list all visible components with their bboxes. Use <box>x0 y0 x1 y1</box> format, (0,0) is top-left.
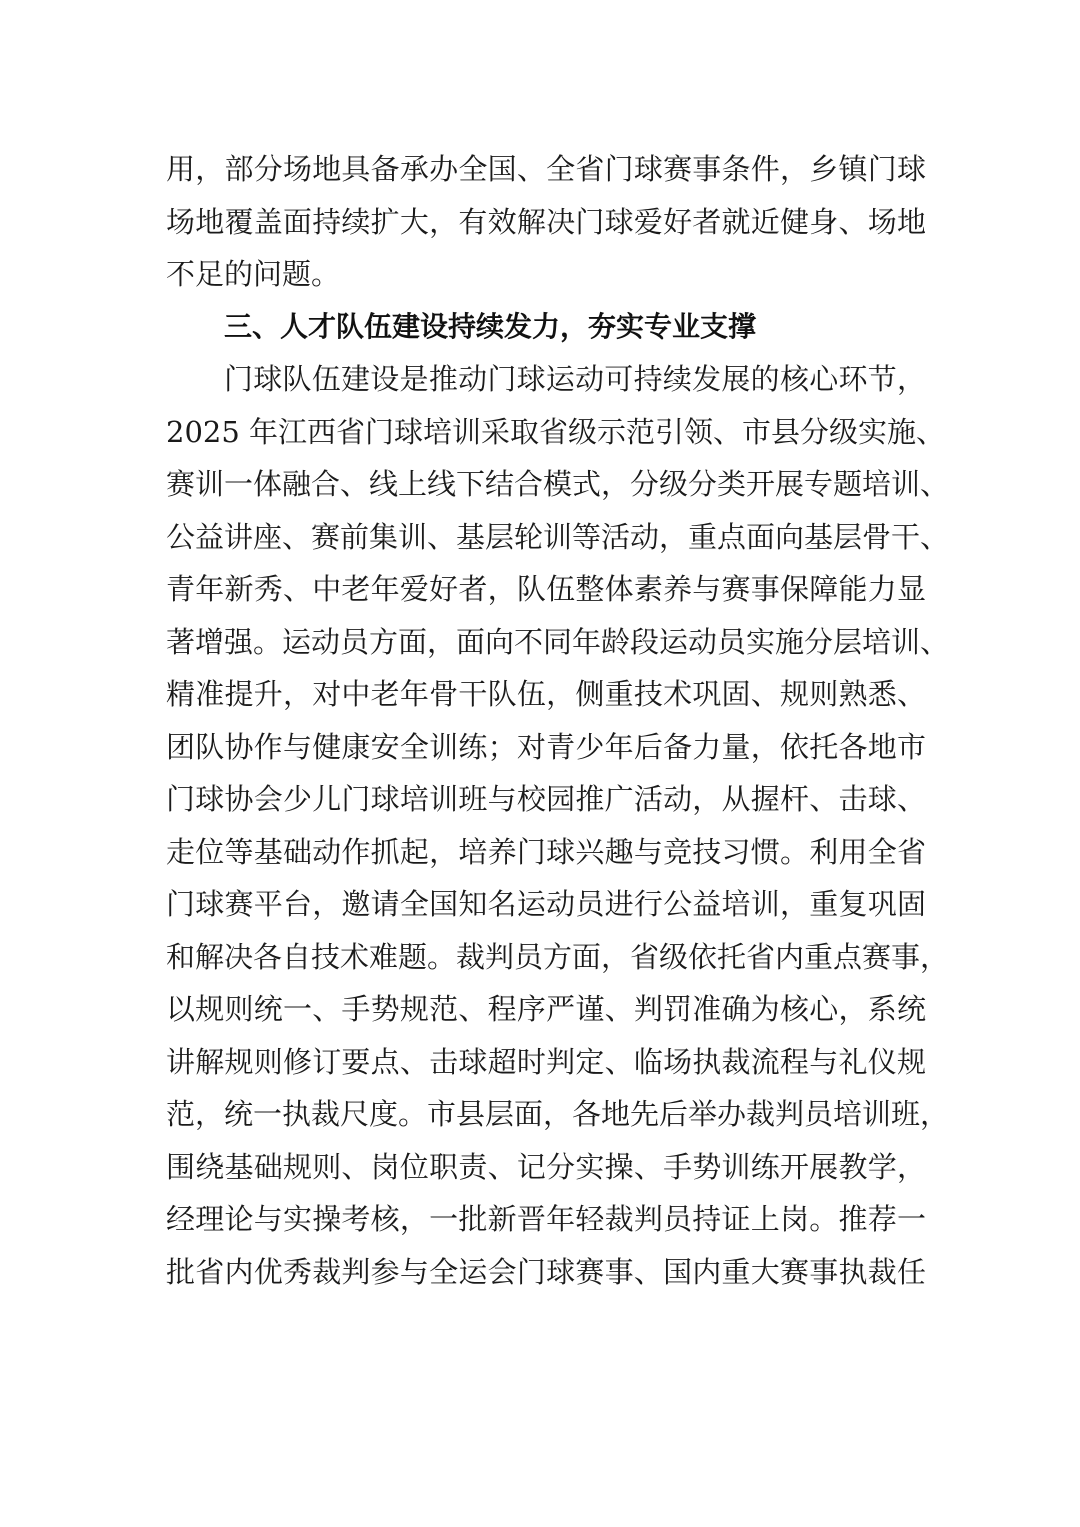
text-line: 著增强。运动员方面，面向不同年龄段运动员实施分层培训、 <box>166 624 950 659</box>
text-line: 场地覆盖面持续扩大，有效解决门球爱好者就近健身、场地 <box>166 204 926 239</box>
text-line: 范，统一执裁尺度。市县层面，各地先后举办裁判员培训班， <box>166 1097 950 1131</box>
text-line: 门球赛平台，邀请全国知名运动员进行公益培训，重复巩固 <box>166 887 926 921</box>
text-line: 和解决各自技术难题。裁判员方面，省级依托省内重点赛事， <box>166 939 950 974</box>
text-line: 赛训一体融合、线上线下结合模式，分级分类开展专题培训、 <box>166 467 950 501</box>
document-body <box>166 143 950 1298</box>
text-line: 门球协会少儿门球培训班与校园推广活动，从握杆、击球、 <box>166 782 926 816</box>
text-line: 以规则统一、手势规范、程序严谨、判罚准确为核心，系统 <box>166 992 926 1026</box>
text-line: 经理论与实操考核，一批新晋年轻裁判员持证上岗。推荐一 <box>166 1202 926 1236</box>
text-line: 围绕基础规则、岗位职责、记分实操、手势训练开展教学， <box>166 1149 926 1184</box>
text-line: 用，部分场地具备承办全国、全省门球赛事条件，乡镇门球 <box>166 152 926 186</box>
text-line: 走位等基础动作抓起，培养门球兴趣与竞技习惯。利用全省 <box>166 834 926 869</box>
text-line: 团队协作与健康安全训练；对青少年后备力量，依托各地市 <box>166 729 926 764</box>
text-line: 不足的问题。 <box>166 257 341 291</box>
text-line: 讲解规则修订要点、击球超时判定、临场执裁流程与礼仪规 <box>166 1044 926 1079</box>
section-heading: 三、人才队伍建设持续发力，夯实专业支撑 <box>224 309 757 343</box>
text-line: 青年新秀、中老年爱好者，队伍整体素养与赛事保障能力显 <box>166 572 926 606</box>
paragraph-talent-team <box>166 353 950 1298</box>
text-line: 精准提升，对中老年骨干队伍，侧重技术巩固、规则熟悉、 <box>166 677 926 711</box>
text-line: 门球队伍建设是推动门球运动可持续发展的核心环节， <box>224 362 926 396</box>
text-line: 批省内优秀裁判参与全运会门球赛事、国内重大赛事执裁任 <box>166 1254 926 1289</box>
paragraph-continuation <box>166 143 926 301</box>
text-line: 公益讲座、赛前集训、基层轮训等活动，重点面向基层骨干、 <box>166 519 950 554</box>
text-line: 2025 年江西省门球培训采取省级示范引领、市县分级实施、 <box>166 414 946 449</box>
